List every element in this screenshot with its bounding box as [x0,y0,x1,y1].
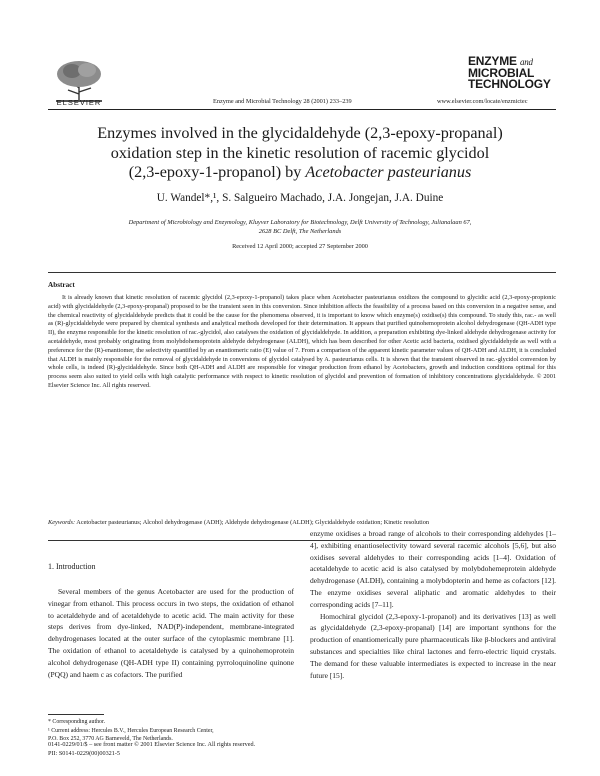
abstract-text: It is already known that kinetic resolution of racemic glycidol (2,3-epoxy-1-propanol) takes place when Acetobacter pasteurianus oxidizes the compound to glycidic acid (2,3-epoxy-propionic acid) with glycidaldehyde (2,3-epoxy-propanal) proposed to be the transient seen in this conversion. Since inhibition affects the feasibility of a process based on this conversion in a negative sense, and the chemical reactivity of glycidaldehyde predicts that it could be the cause for the phenomena observed, it is important to know which enzyme(s) oxidise(s) this compound. To study this, rac.- as well as (R)-glycidaldehyde were prepared by chemical synthesis and analytical methods developed for their determination. It appears that purified quinohemoprotein alcohol dehydrogenase (QH-ADH type II), the enzyme responsible for the kinetic resolution of rac.-glycidol, also catalyses the oxidation of glycidaldehyde. In addition, a preparation exhibiting dye-linked aldehyde dehydrogenase activity for acetaldehyde, most probably originating from molybdohemoprotein aldehyde dehydrogenase (ALDH), which has been described for other Acetic acid bacteria, oxidised glycidaldehyde as well with a preference for the (R)-enantiomer, the selectivity quantified by an enantiomeric ratio (E) value of 7. From a comparison of the apparent kinetic parameter values of QH-ADH and ALDH, it is concluded that ALDH is mainly responsible for the removal of glycidaldehyde in conversions of glycidol catalysed by A. pasteurianus cells. It is shown that the transient observed in rac.-glycidol conversion by whole cells, is indeed (R)-glycidaldehyde. Since both QH-ADH and ALDH are responsible for vinegar production from ethanol by Acetobacters, growth and induction conditions optimal for this process seem also suited to yield cells with high catalytic performance with respect to kinetic resolution of glycidol and prevention of formation of inhibitory concentrations glycidaldehyde. © 2001 Elsevier Science Inc. All rights reserved. [48,294,556,389]
received-dates: Received 12 April 2000; accepted 27 September 2000 [232,243,368,250]
body-column-right [310,528,556,681]
section-heading-introduction: 1. Introduction [48,562,96,571]
footer-copyright: 0141-0229/01/$ – see front matter © 2001 Elsevier Science Inc. All rights reserved. [48,741,256,748]
journal-logo-line-3: TECHNOLOGY [468,77,551,91]
keywords-list: Acetobacter pasteurianus; Alcohol dehydrogenase (ADH); Aldehyde dehydrogenase (ALDH); Glycidaldehyde oxidation; Kinetic resolution [76,519,429,526]
journal-logo [468,56,563,90]
body-column-left [48,586,294,680]
intro-paragraph-3: Homochiral glycidol (2,3-epoxy-1-propanol) and its derivatives [13] as well as glycidaldehyde (2,3-epoxy-propanal) [14] are important synthons for the production of enantiomerically pure pharmaceuticals like β-blockers and antiviral substances and specialties like chiral lactones and ferro-electric liquid crystals. The demand for these valuable intermediates is expected to increase in the near future [15]. [310,611,556,680]
title-line-3: (2,3-epoxy-1-propanol) by Acetobacter pasteurianus [128,163,472,181]
author-list: U. Wandel*,¹, S. Salgueiro Machado, J.A. Jongejan, J.A. Duine [156,192,444,204]
title-line-2: oxidation step in the kinetic resolution of racemic glycidol [110,143,490,162]
intro-paragraph-1: Several members of the genus Acetobacter are used for the production of vinegar from ethanol. This process occurs in two steps, the oxidation of ethanol to acetaldehyde and of acetaldehyde to acetic acid. The main activity for these steps derives from dye-linked, NAD(P)-independent, membrane-integrated dehydrogenases located at the outer surface of the cytoplasmic membrane [1]. The oxidation of ethanol to acetaldehyde is catalysed by a quinohemoprotein alcohol dehydrogenase (QH-ADH type II) containing pyrroloquinoline quinone (PQQ) and haem c as cofactors. The purified [48,587,294,679]
footnote-rule [48,714,104,715]
abstract-top-rule [48,272,556,273]
intro-paragraph-2: enzyme oxidises a broad range of alcohols to their corresponding aldehydes [1–4], exhibiting enantioselectivity toward several racemic alcohols [5,6], but also oxidises several aldehydes to their corresponding acids [1–4]. Oxidation of acetaldehyde to acetic acid is also catalysed by molybdohemeprotein aldehyde dehydrogenase (ALDH), containing a molybdopterin and heme as cofactors [12]. The enzyme oxidises several aliphatic and aromatic aldehydes to their corresponding acids [7–11]. [310,529,556,609]
title-organism: Acetobacter pasteurianus [305,163,472,181]
abstract-heading: Abstract [48,281,75,289]
journal-url[interactable]: www.elsevier.com/locate/enzmictec [437,98,528,105]
keywords [48,519,556,526]
title-line-1: Enzymes involved in the glycidaldehyde (2,3-epoxy-propanal) [97,124,503,142]
header-rule [48,109,556,110]
footnote-address-2: P.O. Box 252, 3770 AG Barneveld, The Netherlands. [48,736,173,743]
publisher-logo-text: ELSEVIER [56,98,102,107]
article-title [60,124,540,183]
affiliation: Department of Microbiology and Enzymology, Kluyver Laboratory for Biotechnology, Delft University of Technology, Julianalaan 67, 2628 BC Delft, The Netherlands [128,219,472,235]
journal-logo-line-1: ENZYME and [468,54,533,68]
journal-citation: Enzyme and Microbial Technology 28 (2001) 233–239 [213,98,352,105]
journal-logo-line-2: MICROBIAL [468,66,535,80]
footnote-address-1: ¹ Current address: Hercules B.V., Hercules European Research Center, [48,727,214,734]
footnote-corresponding: * Corresponding author. [48,719,106,725]
keywords-label: Keywords: [48,519,76,526]
page-footer [48,740,556,758]
footer-pii: PII: S0141-0229(00)00321-5 [48,750,121,757]
